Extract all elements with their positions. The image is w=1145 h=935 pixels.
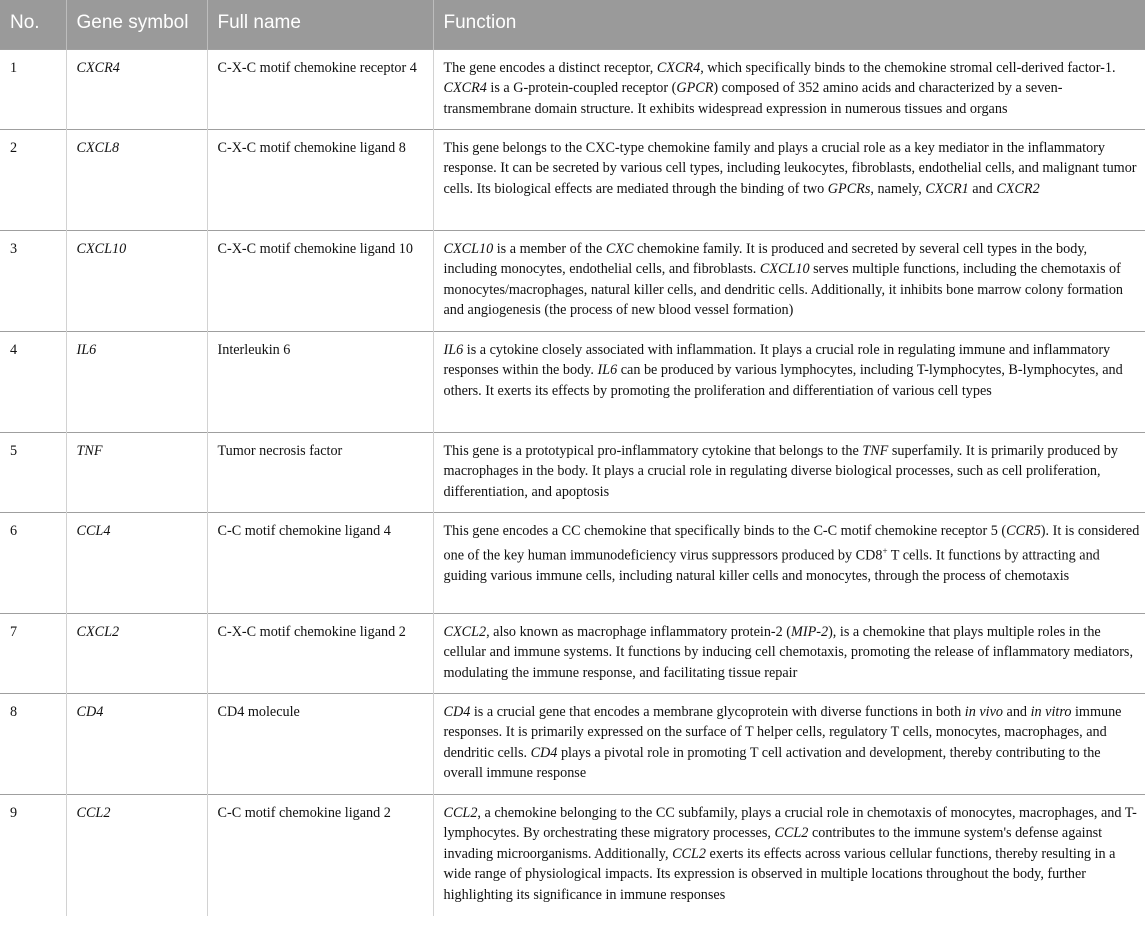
gene-function: This gene encodes a CC chemokine that specifically binds to the C-C motif chemokine receptor 5 (CCR5). It is considered one of the key human immunodeficiency virus suppressors produced by CD8+ T cells. It functions by attracting and guiding various immune cells, including natural killer cells and monocytes, through the process of chemotaxis	[433, 512, 1145, 613]
row-number: 7	[0, 613, 66, 693]
table-row	[0, 512, 1145, 613]
gene-full-name: CD4 molecule	[207, 693, 433, 794]
row-number: 5	[0, 432, 66, 512]
gene-symbol: CXCL2	[66, 613, 207, 693]
gene-function: IL6 is a cytokine closely associated with inflammation. It plays a crucial role in regulating immune and inflammatory responses within the body. IL6 can be produced by various lymphocytes, including T-lymphocytes, B-lymphocytes, and others. It exerts its effects by promoting the proliferation and differentiation of various cell types	[433, 331, 1145, 432]
gene-symbol: CCL2	[66, 794, 207, 916]
table-row	[0, 129, 1145, 230]
row-number: 3	[0, 230, 66, 331]
row-number: 6	[0, 512, 66, 613]
gene-full-name: C-X-C motif chemokine ligand 10	[207, 230, 433, 331]
gene-symbol: CXCL10	[66, 230, 207, 331]
gene-function: CCL2, a chemokine belonging to the CC subfamily, plays a crucial role in chemotaxis of monocytes, macrophages, and T-lymphocytes. By orchestrating these migratory processes, CCL2 contributes to the immune system's defense against invading microorganisms. Additionally, CCL2 exerts its effects across various cellular functions, thereby resulting in a wide range of physiological impacts. Its expression is observed in multiple locations throughout the body, further highlighting its significance in immune responses	[433, 794, 1145, 916]
gene-symbol: IL6	[66, 331, 207, 432]
gene-full-name: Tumor necrosis factor	[207, 432, 433, 512]
gene-full-name: C-X-C motif chemokine ligand 2	[207, 613, 433, 693]
gene-function: This gene is a prototypical pro-inflammatory cytokine that belongs to the TNF superfamily. It is primarily produced by macrophages in the body. It plays a crucial role in regulating diverse biological processes, such as cell proliferation, differentiation, and apoptosis	[433, 432, 1145, 512]
row-number: 2	[0, 129, 66, 230]
gene-full-name: C-C motif chemokine ligand 4	[207, 512, 433, 613]
gene-symbol: CXCR4	[66, 49, 207, 129]
table-row	[0, 230, 1145, 331]
gene-full-name: C-X-C motif chemokine ligand 8	[207, 129, 433, 230]
gene-full-name: C-X-C motif chemokine receptor 4	[207, 49, 433, 129]
table-row	[0, 693, 1145, 794]
gene-function: This gene belongs to the CXC-type chemokine family and plays a crucial role as a key mediator in the inflammatory response. It can be secreted by various cell types, including leukocytes, fibroblasts, endothelial cells, and malignant tumor cells. Its biological effects are mediated through the binding of two GPCRs, namely, CXCR1 and CXCR2	[433, 129, 1145, 230]
gene-symbol: CXCL8	[66, 129, 207, 230]
gene-full-name: Interleukin 6	[207, 331, 433, 432]
table-row	[0, 613, 1145, 693]
gene-function: The gene encodes a distinct receptor, CXCR4, which specifically binds to the chemokine stromal cell-derived factor-1. CXCR4 is a G-protein-coupled receptor (GPCR) composed of 352 amino acids and characterized by a seven-transmembrane domain structure. It exhibits widespread expression in numerous tissues and organs	[433, 49, 1145, 129]
header-no: No.	[0, 0, 66, 49]
table-header-row	[0, 0, 1145, 49]
table-row	[0, 794, 1145, 916]
gene-function: CXCL10 is a member of the CXC chemokine family. It is produced and secreted by several cell types in the body, including monocytes, endothelial cells, and fibroblasts. CXCL10 serves multiple functions, including the chemotaxis of monocytes/macrophages, natural killer cells, and dendritic cells. Additionally, it inhibits bone marrow colony formation and angiogenesis (the process of new blood vessel formation)	[433, 230, 1145, 331]
row-number: 4	[0, 331, 66, 432]
row-number: 9	[0, 794, 66, 916]
gene-symbol: CD4	[66, 693, 207, 794]
table-row	[0, 331, 1145, 432]
gene-symbol: TNF	[66, 432, 207, 512]
gene-full-name: C-C motif chemokine ligand 2	[207, 794, 433, 916]
row-number: 1	[0, 49, 66, 129]
gene-function: CXCL2, also known as macrophage inflammatory protein-2 (MIP-2), is a chemokine that plays multiple roles in the cellular and immune systems. It functions by inducing cell chemotaxis, promoting the release of inflammatory mediators, modulating the immune response, and facilitating tissue repair	[433, 613, 1145, 693]
table-row	[0, 49, 1145, 129]
row-number: 8	[0, 693, 66, 794]
header-full-name: Full name	[207, 0, 433, 49]
table-row	[0, 432, 1145, 512]
header-gene-symbol: Gene symbol	[66, 0, 207, 49]
gene-symbol: CCL4	[66, 512, 207, 613]
header-function: Function	[433, 0, 1145, 49]
gene-function: CD4 is a crucial gene that encodes a membrane glycoprotein with diverse functions in both in vivo and in vitro immune responses. It is primarily expressed on the surface of T helper cells, regulatory T cells, monocytes, macrophages, and dendritic cells. CD4 plays a pivotal role in promoting T cell activation and development, thereby contributing to the overall immune response	[433, 693, 1145, 794]
